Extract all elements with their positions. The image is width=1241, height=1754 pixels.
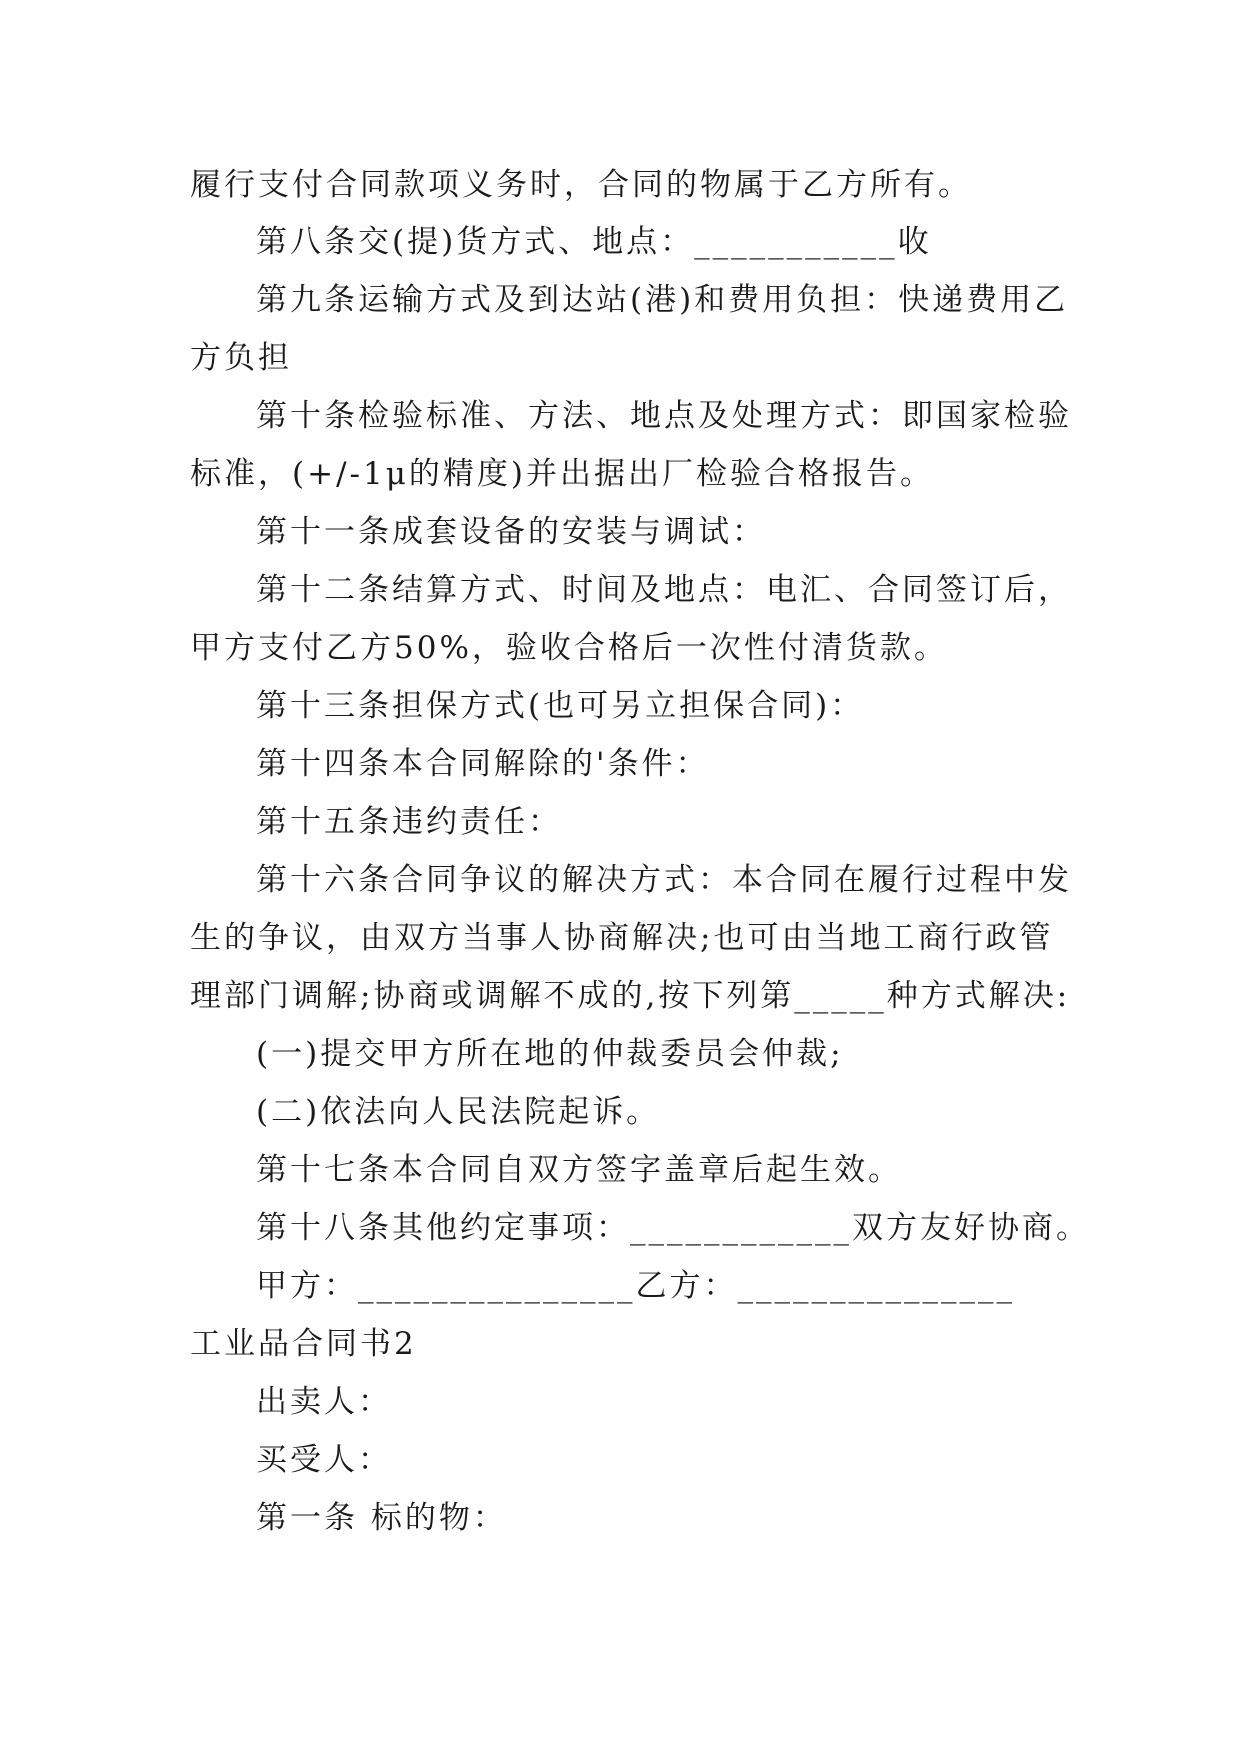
- paragraph-line: 标准，(+/-1μ的精度)并出据出厂检验合格报告。: [190, 456, 934, 492]
- clause-8-line: 第八条交(提)货方式、地点：___________收: [256, 224, 932, 260]
- clause-10-line: 第十条检验标准、方法、地点及处理方式：即国家检验: [256, 398, 1072, 434]
- signature-line: 甲方：_______________乙方：_______________: [256, 1268, 1015, 1304]
- option-1-line: (一)提交甲方所在地的仲裁委员会仲裁;: [256, 1036, 844, 1072]
- clause-1-line: 第一条 标的物：: [256, 1500, 507, 1536]
- option-2-line: (二)依法向人民法院起诉。: [256, 1094, 661, 1130]
- clause-14-line: 第十四条本合同解除的'条件：: [256, 746, 710, 782]
- clause-12-line: 第十二条结算方式、时间及地点：电汇、合同签订后，: [256, 572, 1072, 608]
- paragraph-line: 理部门调解;协商或调解不成的,按下列第_____种方式解决:: [190, 978, 1071, 1014]
- clause-18-line: 第十八条其他约定事项：____________双方友好协商。: [256, 1210, 1090, 1246]
- seller-line: 出卖人：: [256, 1384, 392, 1420]
- buyer-line: 买受人：: [256, 1442, 392, 1478]
- section-title: 工业品合同书2: [190, 1326, 417, 1362]
- paragraph-line: 履行支付合同款项义务时，合同的物属于乙方所有。: [190, 167, 972, 203]
- paragraph-line: 生的争议，由双方当事人协商解决;也可由当地工商行政管: [190, 920, 1054, 956]
- clause-15-line: 第十五条违约责任：: [256, 804, 562, 840]
- clause-17-line: 第十七条本合同自双方签字盖章后起生效。: [256, 1152, 902, 1188]
- clause-9-line: 第九条运输方式及到达站(港)和费用负担：快递费用乙: [256, 282, 1069, 318]
- clause-13-line: 第十三条担保方式(也可另立担保合同)：: [256, 688, 865, 724]
- clause-16-line: 第十六条合同争议的解决方式：本合同在履行过程中发: [256, 862, 1072, 898]
- paragraph-line: 甲方支付乙方50%，验收合格后一次性付清货款。: [190, 630, 948, 666]
- paragraph-line: 方负担: [190, 340, 292, 376]
- clause-11-line: 第十一条成套设备的安装与调试：: [256, 514, 766, 550]
